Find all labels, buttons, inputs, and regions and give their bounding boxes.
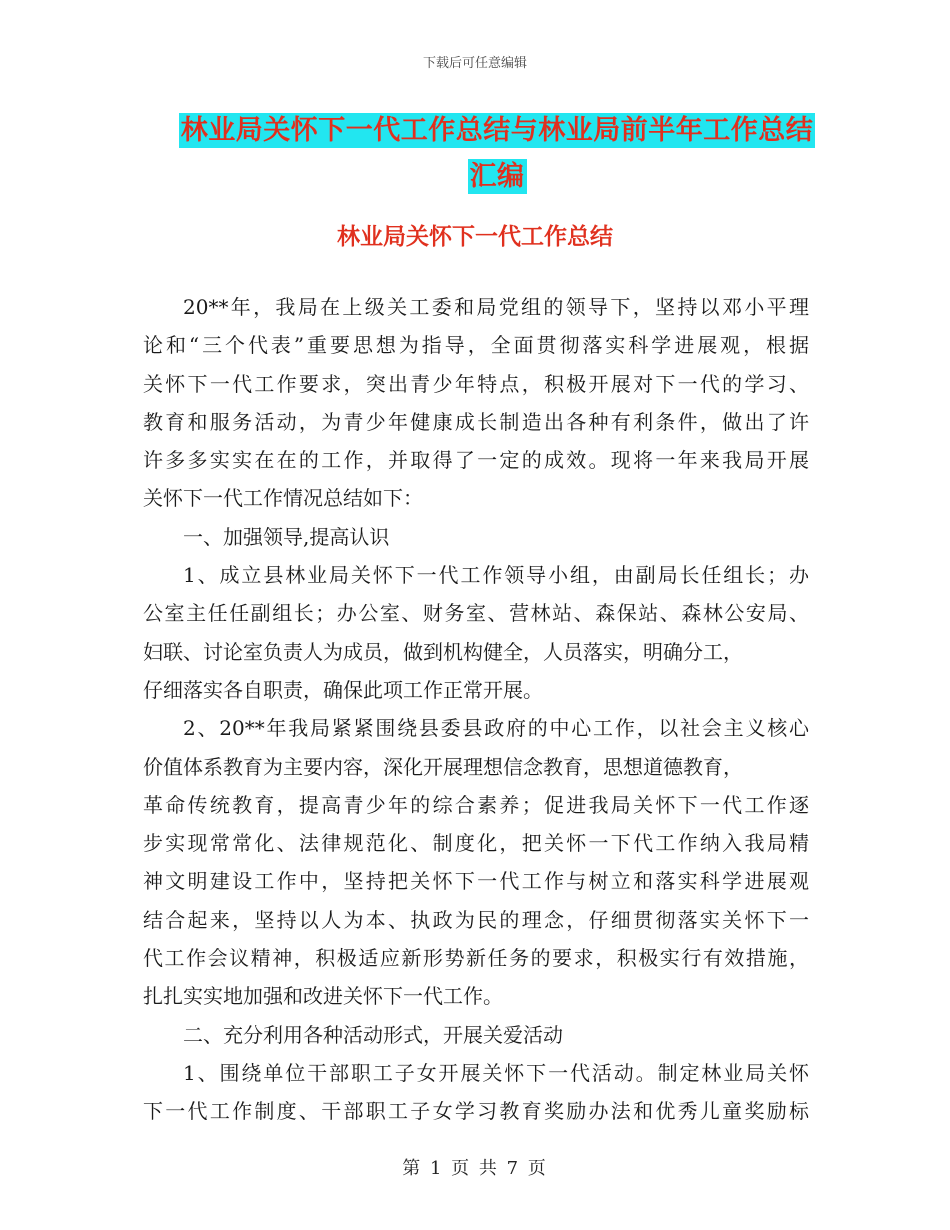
body-text [143,288,809,1131]
heading-line: 一、加强领导,提高认识 [183,524,390,549]
text-line: 1、围绕单位干部职工子女开展关怀下一代活动。制定林业局关怀 [183,1060,809,1085]
text-line: 教育和服务活动，为青少年健康成长制造出各种有利条件，做出了许 [143,409,809,434]
text-line: 下一代工作制度、干部职工子女学习教育奖励办法和优秀儿童奖励标 [143,1099,809,1124]
text-line: 步实现常常化、法律规范化、制度化，把关怀一下代工作纳入我局精 [143,831,809,856]
document-title [142,108,852,200]
text-line: 许多多实实在在的工作，并取得了一定的成效。现将一年来我局开展 [143,448,809,473]
text-line: 革命传统教育，提高青少年的综合素养；促进我局关怀下一代工作逐 [143,792,809,817]
document-title-line-2: 汇编 [469,161,525,192]
text-line: 价值体系教育为主要内容，深化开展理想信念教育，思想道德教育， [143,754,743,779]
heading-line: 二、充分利用各种活动形式，开展关爱活动 [183,1022,563,1047]
text-line: 扎扎实实地加强和改进关怀下一代工作。 [143,984,503,1009]
text-line: 结合起来，坚持以人为本、执政为民的理念，仔细贯彻落实关怀下一 [143,907,809,932]
text-line: 1、成立县林业局关怀下一代工作领导小组，由副局长任组长；办 [183,563,809,588]
text-line: 2、20**年我局紧紧围绕县委县政府的中心工作，以社会主义核心 [183,716,809,741]
text-line: 关怀下一代工作情况总结如下： [143,486,423,511]
text-line: 关怀下一代工作要求，突出青少年特点，积极开展对下一代的学习、 [143,371,809,396]
document-title-line-1: 林业局关怀下一代工作总结与林业局前半年工作总结 [180,115,814,146]
section-title: 林业局关怀下一代工作总结 [337,224,613,250]
text-line: 论和“三个代表”重要思想为指导，全面贯彻落实科学进展观，根据 [143,333,809,358]
text-line: 20**年，我局在上级关工委和局党组的领导下，坚持以邓小平理 [183,295,809,319]
page-number-footer: 第 1 页 共 7 页 [402,1158,548,1179]
text-line: 公室主任任副组长；办公室、财务室、营林站、森保站、森林公安局、 [143,601,809,626]
text-line: 妇联、讨论室负责人为成员，做到机构健全，人员落实，明确分工， [143,639,743,664]
text-line: 神文明建设工作中，坚持把关怀下一代工作与树立和落实科学进展观 [143,869,809,894]
text-line: 仔细落实各自职责，确保此项工作正常开展。 [143,677,543,702]
text-line: 代工作会议精神，积极适应新形势新任务的要求，积极实行有效措施， [143,946,809,971]
page-header-note: 下载后可任意编辑 [422,56,527,71]
